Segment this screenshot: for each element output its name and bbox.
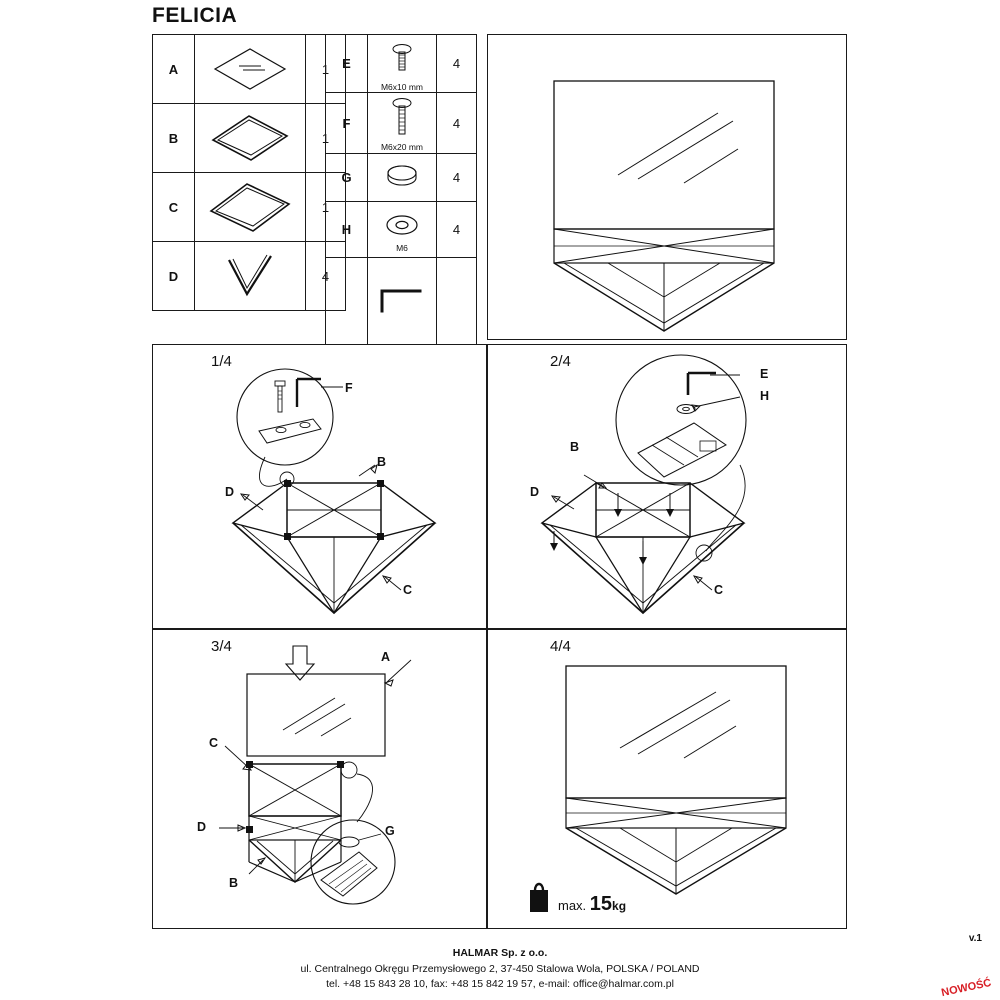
parts-table-right [325,34,477,346]
part-letter: H [326,201,368,257]
table-row [153,173,346,242]
table-row [326,35,477,93]
part-letter: B [153,104,195,173]
table-row [153,242,346,311]
part-letter: C [153,173,195,242]
part-letter: D [153,242,195,311]
callout-C: C [714,583,724,597]
footer-contact: tel. +48 15 843 28 10, fax: +48 15 842 19 57, e-mail: office@halmar.com.pl [326,977,674,990]
footer [0,946,1000,992]
part-qty: 4 [306,242,346,311]
weight-icon [526,878,552,914]
part-letter: G [326,153,368,201]
part-image-bolt-long [368,93,437,153]
max-load-indicator [526,878,626,914]
part-qty [437,257,477,345]
callout-D: D [530,485,540,499]
part-letter: E [326,35,368,93]
callout-B: B [229,876,239,890]
step-number-4: 4/4 [550,638,571,655]
part-qty: 1 [306,104,346,173]
part-qty: 4 [437,93,477,153]
nowosc-badge: NOWOŚĆ [940,976,993,1000]
part-image-metal-frame-diamond [195,104,306,173]
part-qty: 4 [437,201,477,257]
page-title: FELICIA [152,4,238,27]
part-image-cap-plug [368,153,437,201]
part-letter: A [153,35,195,104]
part-qty: 4 [437,35,477,93]
part-caption: M6x20 mm [380,142,424,153]
step-panel-1 [152,344,487,629]
footer-company: HALMAR Sp. z o.o. [452,947,548,960]
callout-A: A [381,650,391,664]
step-number-1: 1/4 [211,353,232,370]
callout-C: C [403,583,413,597]
part-qty: 4 [437,153,477,201]
callout-B: B [570,440,580,454]
callout-F: F [345,381,353,395]
part-letter [326,257,368,345]
table-row [153,104,346,173]
part-image-metal-leg-bent [195,242,306,311]
preview-panel [487,34,847,340]
table-row [326,201,477,257]
callout-H: H [760,389,770,403]
part-qty: 1 [306,35,346,104]
footer-address: ul. Centralnego Okręgu Przemysłowego 2, 37-450 Stalowa Wola, POLSKA / POLAND [300,962,700,975]
part-image-allen-key [368,257,437,345]
part-image-washer [368,201,437,257]
step-number-2: 2/4 [550,353,571,370]
version-label: v.1 [968,933,982,944]
step-panel-3 [152,629,487,929]
callout-G: G [385,824,395,838]
step-panel-4 [487,629,847,929]
part-qty: 1 [306,173,346,242]
part-image-metal-frame-diamond-2 [195,173,306,242]
part-caption: M6 [396,242,408,253]
part-image-glass-top-panel [195,35,306,104]
table-row [326,257,477,345]
step-panel-2 [487,344,847,629]
callout-C: C [209,736,219,750]
table-row [326,93,477,153]
table-row [326,153,477,201]
part-letter: F [326,93,368,153]
step-number-3: 3/4 [211,638,232,655]
part-caption: M6x10 mm [380,82,424,92]
max-load-value: 15 [589,893,613,915]
part-image-bolt-short [368,35,437,93]
callout-B: B [377,455,387,469]
max-load-prefix: max. [558,898,587,913]
parts-table-left [152,34,346,311]
callout-D: D [197,820,207,834]
callout-E: E [760,367,769,381]
callout-D: D [225,485,235,499]
table-row [153,35,346,104]
max-load-unit: kg [612,899,627,913]
